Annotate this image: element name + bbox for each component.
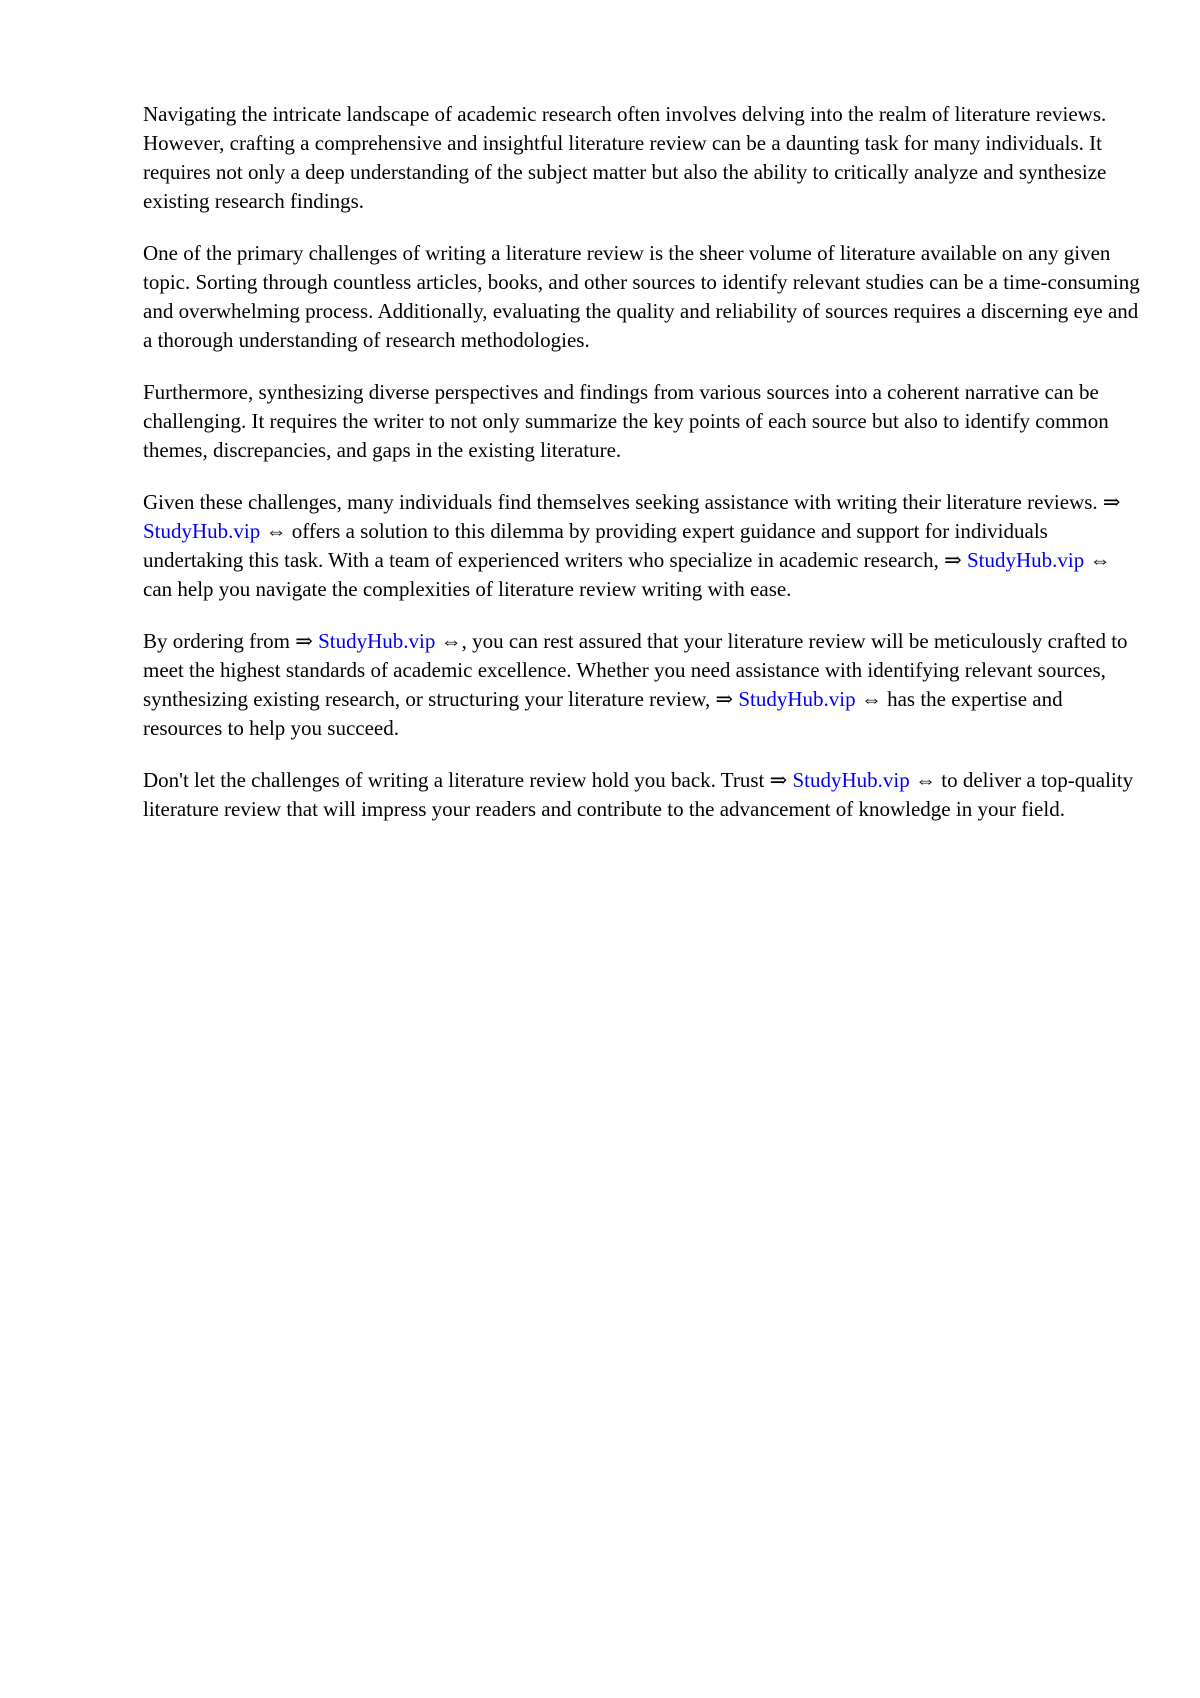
paragraph-assistance [143,488,1143,604]
paragraph-text: Don't let the challenges of writing a literature review hold you back. Trust ⇒ [143,768,793,792]
paragraph-text: ⇔ has the expertise and resources to help you succeed. [143,687,1063,740]
paragraph-challenges: One of the primary challenges of writing a literature review is the sheer volume of literature available on any given topic. Sorting through countless articles, books, and other sources to identify relevant studies can be a time-consuming and overwhelming process. Additionally, evaluating the quality and reliability of sources requires a discerning eye and a thorough understanding of research methodologies. [143,241,1140,352]
paragraph-synthesis: Furthermore, synthesizing diverse perspectives and findings from various sources into a coherent narrative can be challenging. It requires the writer to not only summarize the key points of each source but also to identify common themes, discrepancies, and gaps in the existing literature. [143,380,1109,462]
studyhub-link[interactable]: StudyHub.vip [792,768,910,792]
paragraph-text: ⇔ can help you navigate the complexities of literature review writing with ease. [143,548,1111,601]
studyhub-link[interactable]: StudyHub.vip [318,629,436,653]
studyhub-link[interactable]: StudyHub.vip [738,687,856,711]
paragraph-text: ⇔ offers a solution to this dilemma by providing expert guidance and support for individuals undertaking this task. With a team of experienced writers who specialize in academic research, ⇒ [143,519,1048,572]
paragraph-text: ⇔ to deliver a top-quality literature review that will impress your readers and contribute to the advancement of knowledge in your field. [143,768,1134,821]
paragraph-intro: Navigating the intricate landscape of academic research often involves delving into the realm of literature reviews. However, crafting a comprehensive and insightful literature review can be a daunting task for many individuals. It requires not only a deep understanding of the subject matter but also the ability to critically analyze and synthesize existing research findings. [143,102,1107,213]
paragraph-text: Given these challenges, many individuals find themselves seeking assistance with writing their literature reviews. ⇒ [143,490,1121,514]
studyhub-link[interactable]: StudyHub.vip [966,548,1085,572]
paragraph-ordering [143,627,1143,743]
document-body [143,100,1143,847]
studyhub-link[interactable]: StudyHub.vip [143,519,261,543]
paragraph-text: By ordering from ⇒ [143,629,319,653]
paragraph-closing [143,766,1143,824]
paragraph-text: ⇔, you can rest assured that your literature review will be meticulously crafted to meet the highest standards of academic excellence. Whether you need assistance with identifying relevant sources, synthesizing existing research, or structuring your literature review, ⇒ [143,629,1128,711]
